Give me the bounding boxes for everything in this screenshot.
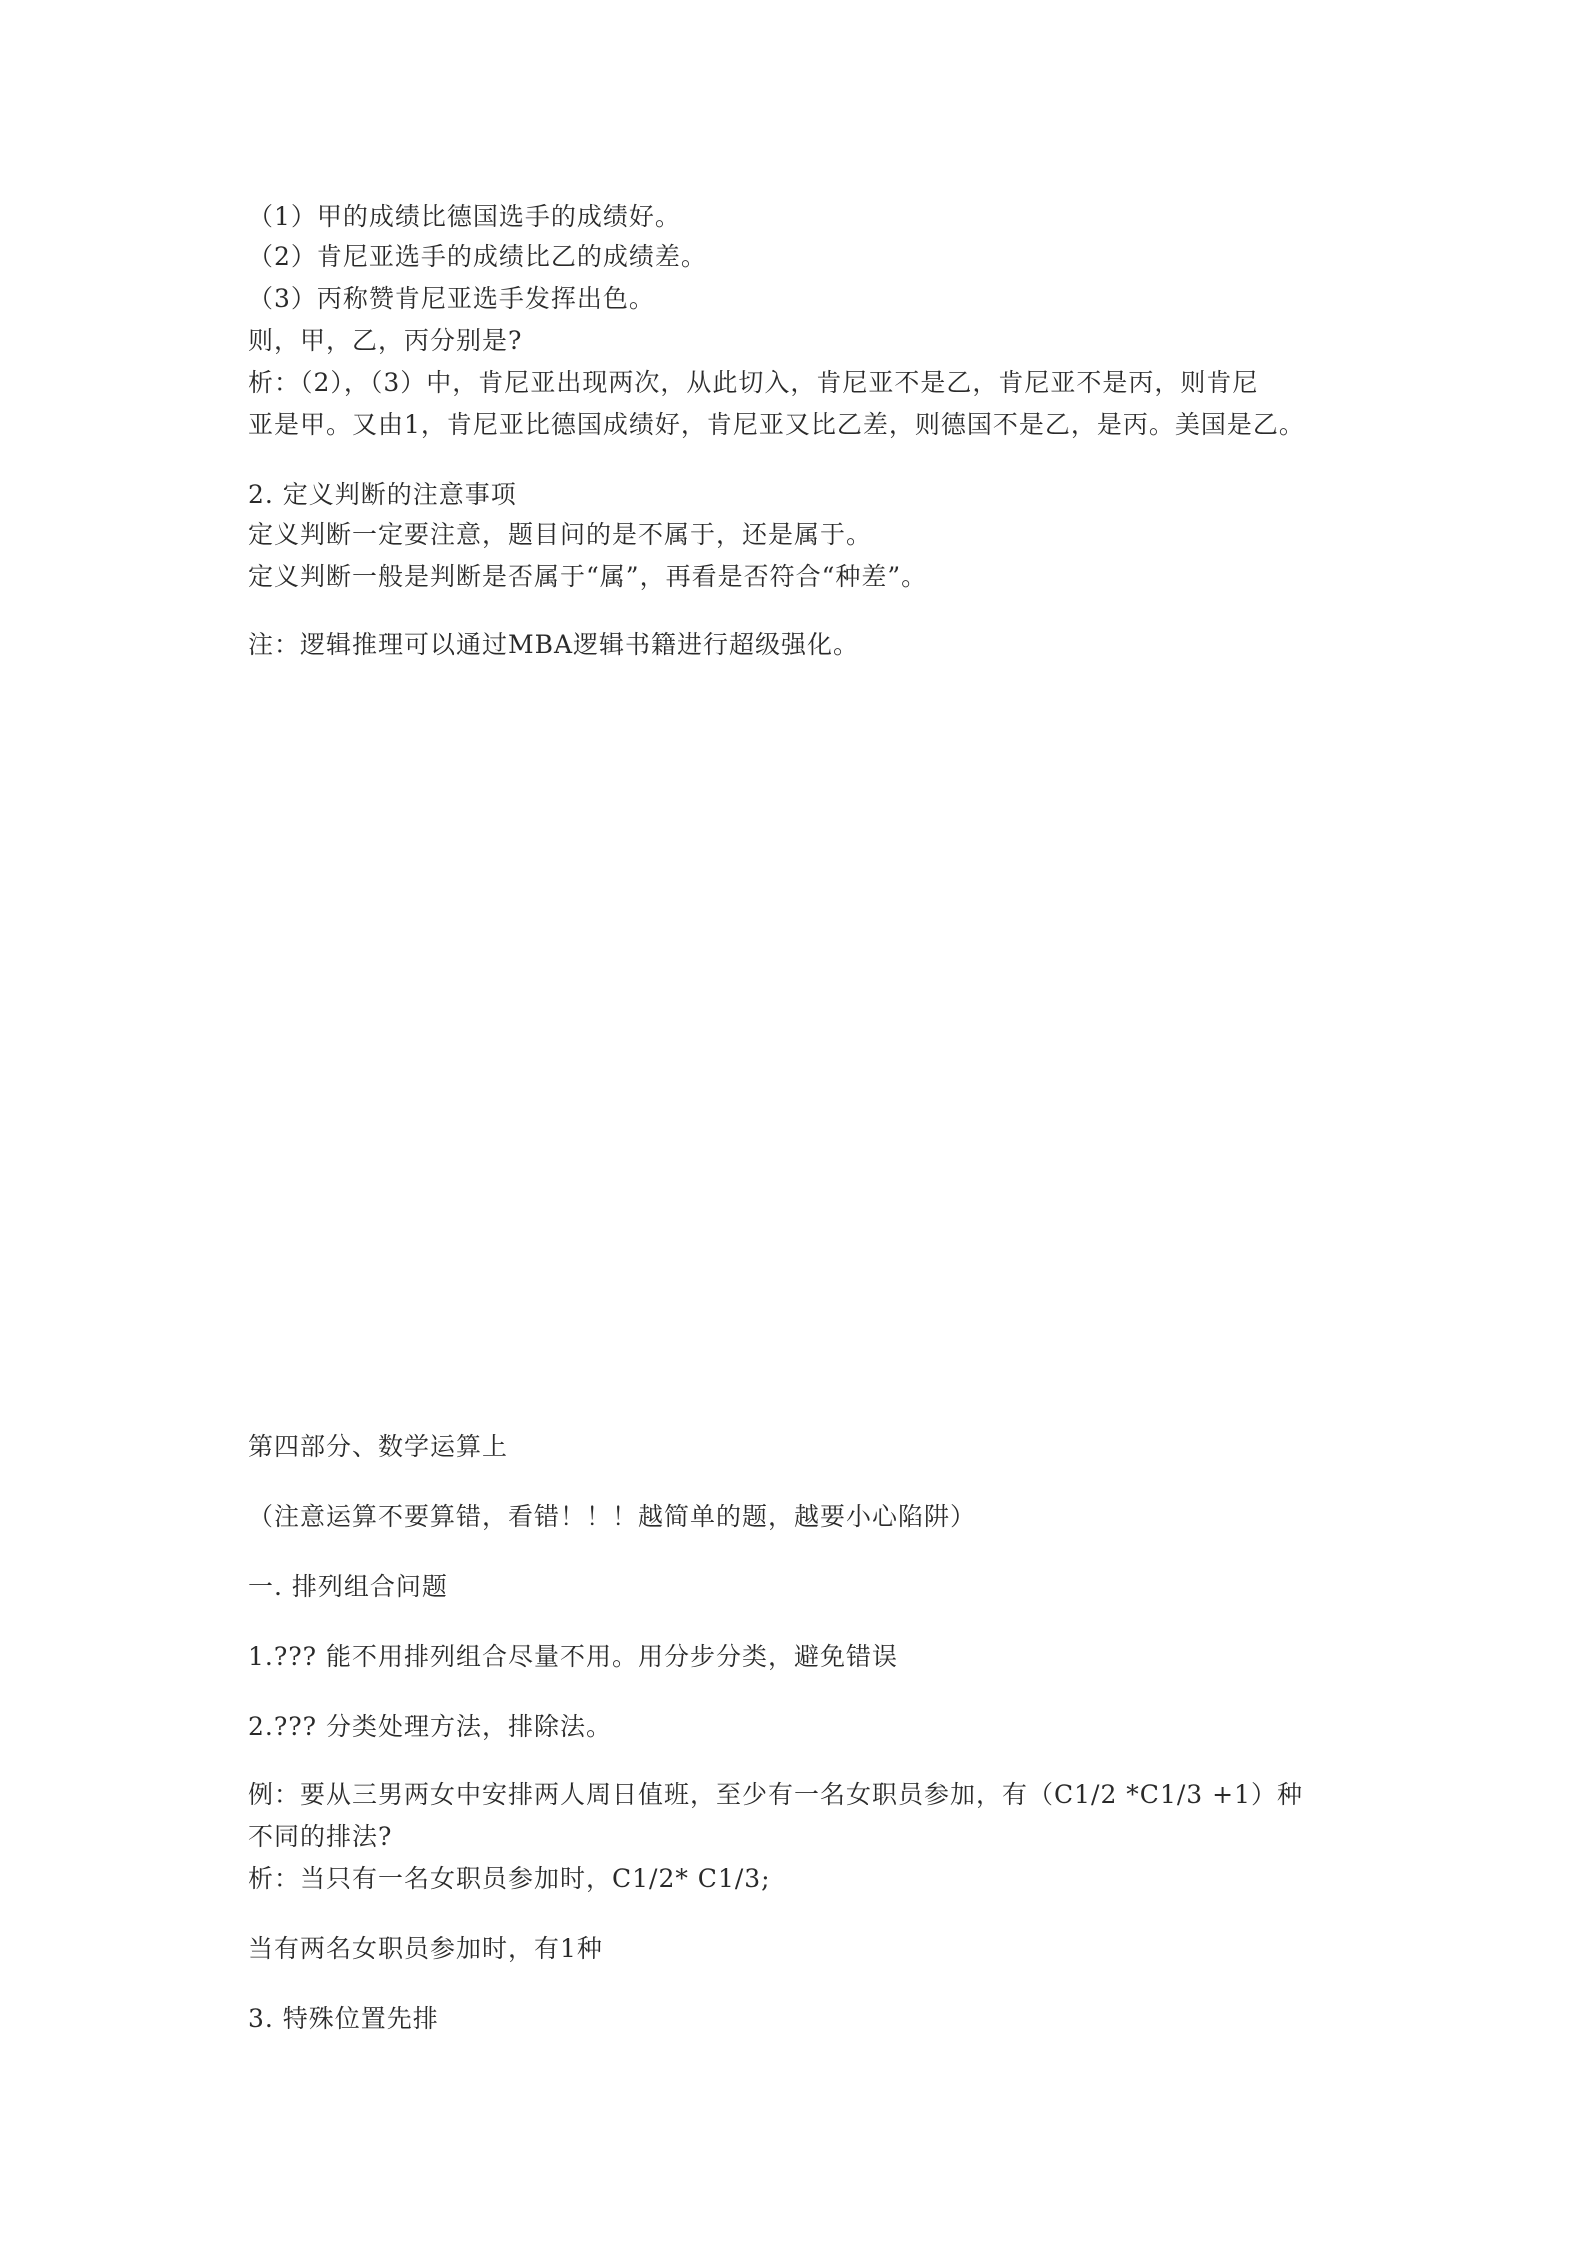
condition-1: （1）甲的成绩比德国选手的成绩好。 xyxy=(248,202,681,231)
definition-line-1: 定义判断一定要注意，题目问的是不属于，还是属于。 xyxy=(248,520,873,549)
caution-text: （注意运算不要算错，看错！！！越简单的题，越要小心陷阱） xyxy=(248,1502,977,1531)
analysis-line-1: 析：（2），（3）中，肯尼亚出现两次，从此切入，肯尼亚不是乙，肯尼亚不是丙，则肯尼 xyxy=(248,368,1259,397)
list-item-3: 3. 特殊位置先排 xyxy=(248,2004,439,2033)
example-analysis-line-1: 析：当只有一名女职员参加时，C1/2* C1/3; xyxy=(248,1864,771,1893)
definition-line-2: 定义判断一般是判断是否属于“属”，再看是否符合“种差”。 xyxy=(248,562,928,591)
subsection-heading: 一. 排列组合问题 xyxy=(248,1572,448,1601)
note-text: 注：逻辑推理可以通过MBA逻辑书籍进行超级强化。 xyxy=(248,630,860,659)
analysis-line-2: 亚是甲。又由1，肯尼亚比德国成绩好，肯尼亚又比乙差，则德国不是乙，是丙。美国是乙。 xyxy=(248,410,1305,439)
example-analysis-line-2: 当有两名女职员参加时，有1种 xyxy=(248,1934,603,1963)
list-item-2: 2.??? 分类处理方法，排除法。 xyxy=(248,1712,613,1741)
section-heading-definition: 2. 定义判断的注意事项 xyxy=(248,480,517,509)
condition-3: （3）丙称赞肯尼亚选手发挥出色。 xyxy=(248,284,655,313)
example-line-1: 例：要从三男两女中安排两人周日值班，至少有一名女职员参加，有（C1/2 *C1/3 +1）种 xyxy=(248,1780,1303,1809)
part-title: 第四部分、数学运算上 xyxy=(248,1432,509,1461)
condition-2: （2）肯尼亚选手的成绩比乙的成绩差。 xyxy=(248,242,707,271)
example-line-2: 不同的排法? xyxy=(248,1822,393,1851)
list-item-1: 1.??? 能不用排列组合尽量不用。用分步分类，避免错误 xyxy=(248,1642,899,1671)
question-text: 则，甲，乙，丙分别是? xyxy=(248,326,523,355)
